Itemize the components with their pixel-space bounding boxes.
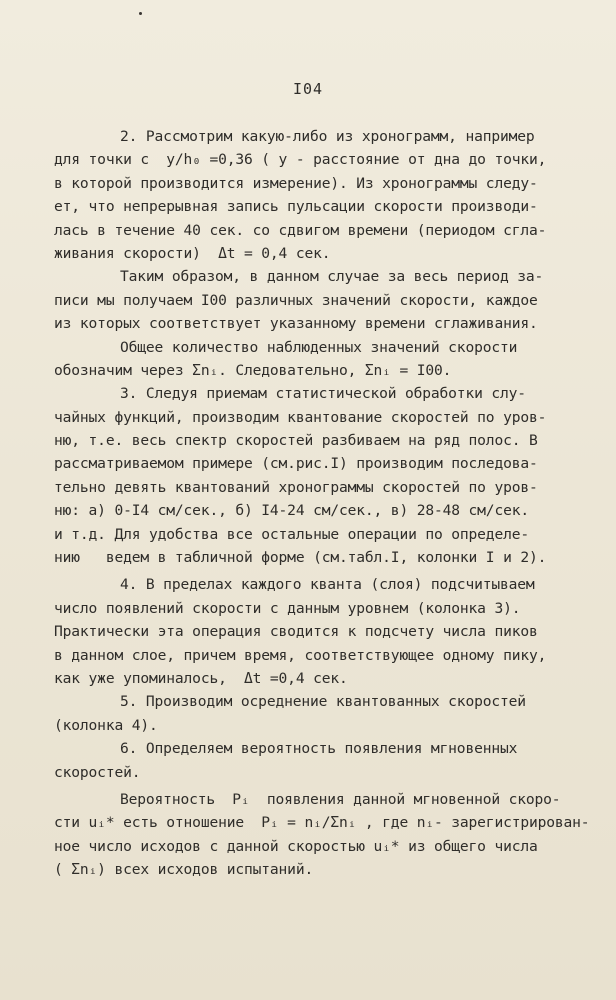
text-line: 6. Определяем вероятность появления мгновенных [120, 740, 518, 758]
text-line: из которых соответствует указанному времени сглаживания. [54, 315, 538, 333]
text-line: число появлений скорости с данным уровнем (колонка 3). [54, 599, 521, 617]
text-line: 3. Следуя приемам статистической обработки слу- [120, 385, 526, 403]
text-line: 2. Рассмотрим какую-либо из хронограмм, например [120, 128, 535, 145]
text-line: тельно девять квантований хронограммы скоростей по уров- [54, 478, 538, 496]
text-line: скоростей. [54, 763, 141, 781]
text-line: ню, т.е. весь спектр скоростей разбиваем на ряд полос. В [54, 432, 538, 450]
text-line: ное число исходов с данной скоростью uᵢ* из общего числа [54, 837, 538, 855]
text-line: 4. В пределах каждого кванта (слоя) подсчитываем [120, 576, 535, 594]
text-line: нию ведем в табличной форме (см.табл.I, колонки I и 2). [54, 549, 547, 567]
text-line: рассматриваемом примере (см.рис.I) производим последова- [54, 455, 538, 473]
text-line: ет, что непрерывная запись пульсации скорости производи- [54, 198, 538, 216]
text-line: чайных функций, производим квантование скоростей по уров- [54, 408, 547, 426]
text-line: Практически эта операция сводится к подсчету числа пиков [54, 623, 538, 641]
text-line: как уже упоминалось, Δt =0,4 сек. [54, 669, 348, 687]
text-line: лась в течение 40 сек. со сдвигом времени (периодом сгла- [54, 221, 547, 239]
text-line: ню: а) 0-I4 см/сек., б) I4-24 см/сек., в) 28-48 см/сек. [54, 502, 529, 520]
text-line: и т.д. Для удобства все остальные операции по определе- [54, 525, 529, 543]
text-line: ( Σnᵢ) всех исходов испытаний. [54, 861, 314, 879]
text-line: Вероятность Pᵢ появления данной мгновенной скоро- [120, 790, 561, 808]
text-line: живания скорости) Δt = 0,4 сек. [54, 244, 331, 262]
text-line: Общее количество наблюденных значений скорости [120, 338, 518, 356]
text-line: для точки с y/h₀ =0,36 ( y - расстояние от дна до точки, [54, 151, 547, 169]
text-line: писи мы получаем I00 различных значений скорости, каждое [54, 291, 538, 309]
text-line: в данном слое, причем время, соответствующее одному пику, [54, 646, 547, 664]
page-number: I04 [292, 80, 324, 98]
text-line: в которой производится измерение). Из хронограммы следу- [54, 174, 538, 192]
text-line: сти uᵢ* есть отношение Pᵢ = nᵢ/Σnᵢ , где nᵢ- зарегистрирован- [54, 814, 590, 832]
body-text [54, 125, 594, 882]
text-line: 5. Производим осреднение квантованных скоростей [120, 693, 526, 711]
text-line: обозначим через Σnᵢ. Следовательно, Σnᵢ = I00. [54, 361, 452, 379]
text-line: Таким образом, в данном случае за весь период за- [120, 268, 544, 286]
ink-speck [139, 12, 142, 15]
text-line: (колонка 4). [54, 716, 158, 734]
